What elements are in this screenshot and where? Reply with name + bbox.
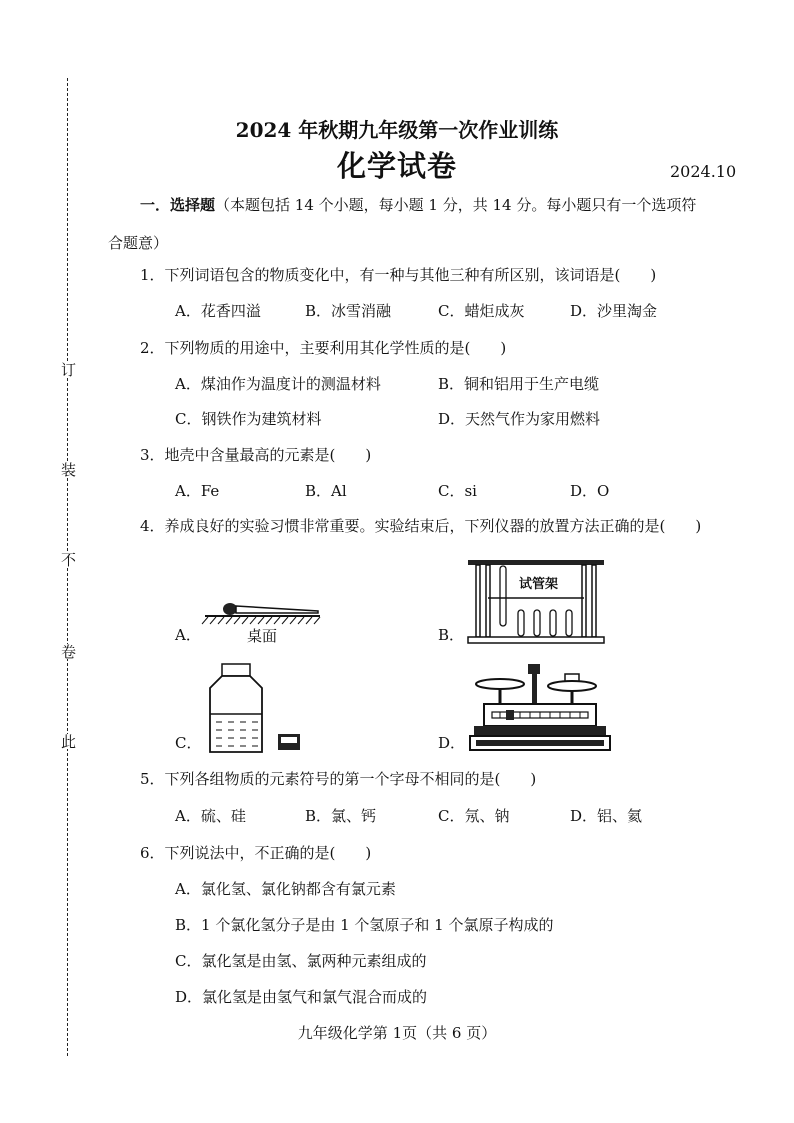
question-1-stem: 1．下列词语包含的物质变化中，有一种与其他三种有所区别，该词语是( ) [140,266,657,284]
q3-option-a: A．Fe [175,482,220,500]
q1-option-d: D．沙里淘金 [570,302,658,320]
question-3-stem: 3．地壳中含量最高的元素是( ) [140,446,372,464]
q5-option-b: B．氯、钙 [305,807,377,825]
q4-option-a: A． [175,626,201,644]
q1-option-b: B．冰雪消融 [305,302,392,320]
q4-option-c: C． [175,734,202,752]
q2-option-b: B．铜和铝用于生产电缆 [438,375,600,393]
q6-option-c: C．氯化氢是由氢、氯两种元素组成的 [175,952,427,970]
q6-option-b: B．1 个氯化氢分子是由 1 个氢原子和 1 个氯原子构成的 [175,916,554,934]
q3-option-b: B．Al [305,482,347,500]
figure-d-balance [470,662,610,754]
q3-option-c: C．si [438,482,477,500]
section-label: 一．选择题 [140,196,216,214]
question-4-stem: 4．养成良好的实验习惯非常重要。实验结束后，下列仪器的放置方法正确的是( ) [140,517,702,535]
q1-option-a: A．花香四溢 [175,302,261,320]
binding-char-ding: 订 [59,362,77,377]
section-desc: （本题包括 14 个小题，每小题 1 分，共 14 分。每小题只有一个选项符 [215,196,697,214]
q2-option-d: D．天然气作为家用燃料 [438,410,601,428]
q6-option-a: A．氯化氢、氯化钠都含有氯元素 [175,880,396,898]
q2-option-a: A．煤油作为温度计的测温材料 [175,375,381,393]
q3-option-d: D．O [570,482,610,500]
q4-option-d: D． [438,734,466,752]
question-2-stem: 2．下列物质的用途中，主要利用其化学性质的是( ) [140,339,507,357]
question-5-stem: 5．下列各组物质的元素符号的第一个字母不相同的是( ) [140,770,537,788]
q5-option-c: C．氖、钠 [438,807,510,825]
q5-option-a: A．硫、硅 [175,807,246,825]
exam-title: 2024 年秋期九年级第一次作业训练 [235,118,559,142]
binding-dashed-line [67,78,68,1056]
q2-option-c: C．钢铁作为建筑材料 [175,410,322,428]
q4-option-b: B． [438,626,465,644]
desk-label: 桌面 [247,627,278,645]
page-footer: 九年级化学第 1页（共 6 页） [297,1024,497,1042]
q6-option-d: D．氯化氢是由氢气和氯气混合而成的 [175,988,428,1006]
rack-label: 试管架 [519,573,558,592]
figure-c-open-bottle [206,662,306,754]
section-heading [140,194,696,215]
binding-char-juan: 卷 [59,644,77,659]
binding-char-zhuang: 装 [59,462,77,477]
q5-option-d: D．铝、氦 [570,807,643,825]
binding-char-ci: 此 [59,734,77,749]
binding-char-bu: 不 [59,552,77,567]
section-desc-continued: 合题意） [108,234,169,252]
exam-date: 2024.10 [670,162,737,181]
figure-b-test-tube-rack [466,558,606,644]
question-6-stem: 6．下列说法中，不正确的是( ) [140,844,372,862]
q1-option-c: C．蜡炬成灰 [438,302,525,320]
subject-title: 化学试卷 [336,149,457,183]
